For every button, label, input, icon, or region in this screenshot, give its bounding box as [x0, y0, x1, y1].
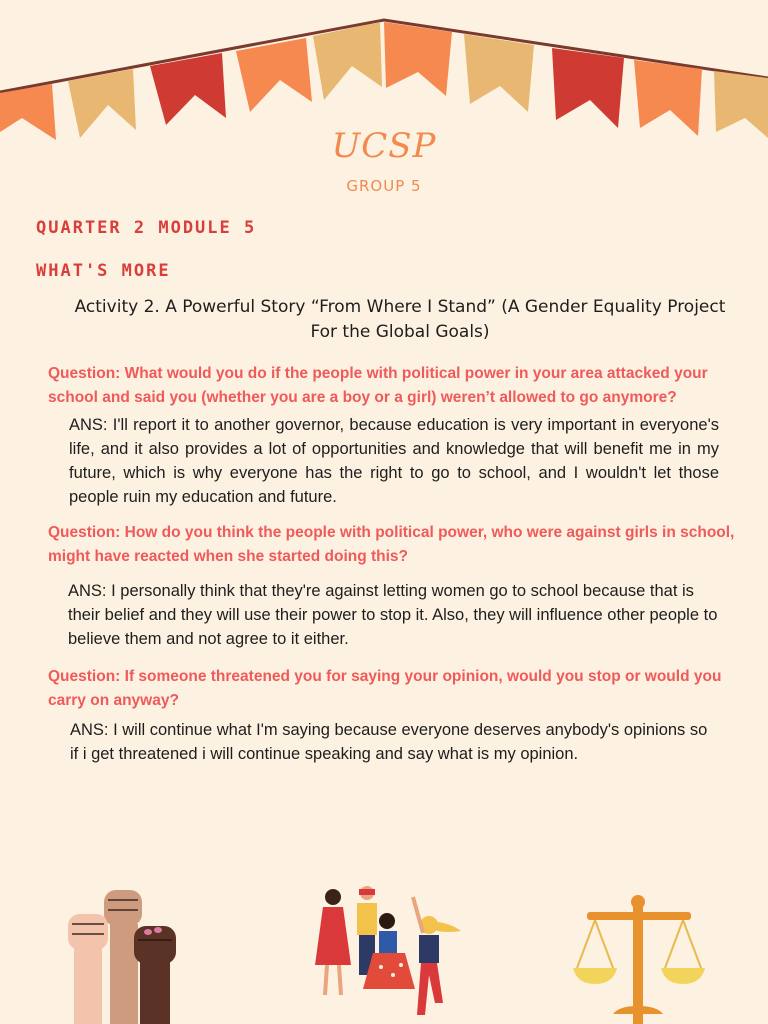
question-1: Question: What would you do if the people with political power in your area attacked your school and said you (whether you are a boy or a girl) weren’t allowed to go anymore? — [48, 365, 708, 406]
question-3: Question: If someone threatened you for saying your opinion, would you stop or would you carry on anyway? — [48, 668, 722, 709]
page-title: UCSP — [331, 126, 437, 166]
answer-3: ANS: I will continue what I'm saying because everyone deserves anybody's opinions so if i get threatened i will continue speaking and say what is my opinion. — [70, 721, 708, 763]
quarter-heading: QUARTER 2 MODULE 5 — [36, 218, 257, 238]
answer-2: ANS: I personally think that they're against letting women go to school because that is their belief and they will use their power to stop it. Also, they will influence other people to believe them and not agree to it either. — [68, 582, 718, 648]
answer-1: ANS: I'll report it to another governor, because education is very important in everyone's life, and it also provides a lot of opportunities and knowledge that will benefit me in my future, which is why everyone has the right to go to school, and I wouldn't let those people ruin my education and future. — [69, 416, 719, 506]
group-subtitle: GROUP 5 — [346, 177, 422, 195]
dancing-people-illustration — [305, 885, 470, 1024]
justice-scales-icon — [565, 890, 715, 1024]
raised-fists-illustration — [60, 880, 190, 1024]
whats-more-heading: WHAT'S MORE — [36, 261, 171, 281]
activity-title: Activity 2. A Powerful Story “From Where I Stand” (A Gender Equality Project For the Global Goals) — [74, 297, 726, 342]
question-2: Question: How do you think the people with political power, who were against girls in school, might have reacted when she started doing this? — [48, 524, 735, 565]
